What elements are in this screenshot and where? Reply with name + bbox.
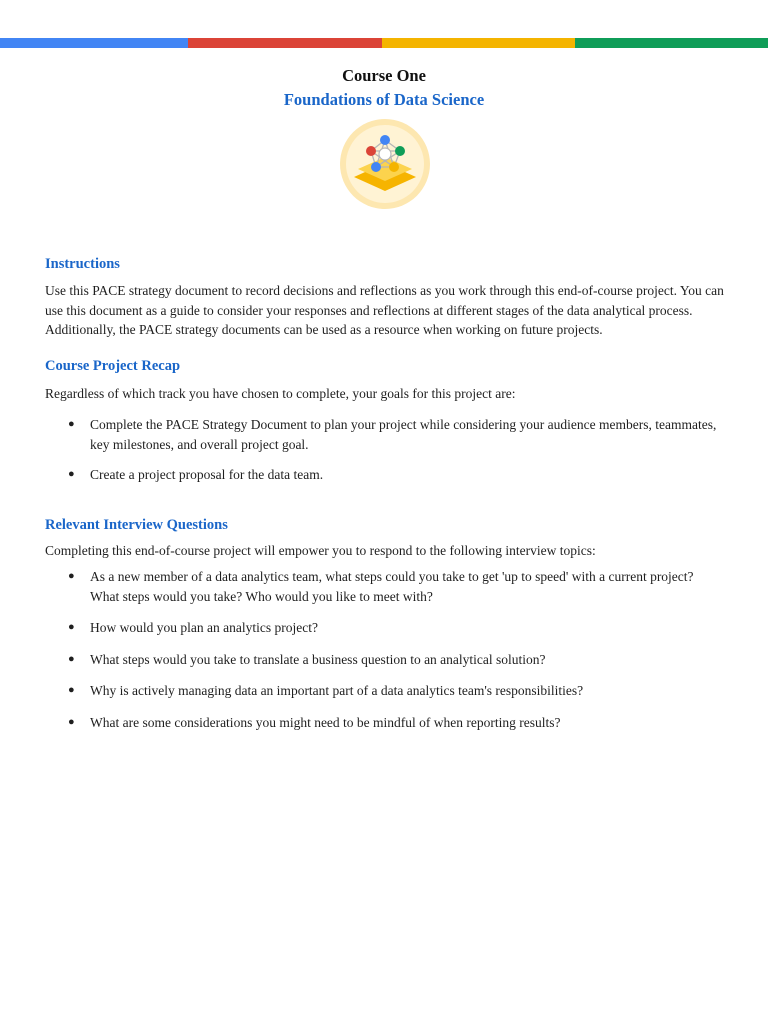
data-network-badge-icon	[340, 119, 430, 209]
list-item	[45, 681, 725, 701]
instructions-body: Use this PACE strategy document to record decisions and reflections as you work through this end-of-course project. You can use this document as a guide to consider your responses and reflections at different stages of the data analytical process. Additionally, the PACE strategy documents can be used as a resource when working on future projects.	[45, 283, 724, 337]
course-title: Course One	[342, 66, 426, 85]
interview-questions-section	[45, 516, 725, 733]
bullet-icon: ●	[68, 652, 75, 665]
color-bar-green	[575, 38, 768, 48]
list-item-text: As a new member of a data analytics team, what steps could you take to get 'up to speed' with a current project? What steps would you take? Who would you like to meet with?	[90, 569, 694, 604]
bullet-icon: ●	[68, 621, 75, 633]
list-item-text: What are some considerations you might need to be mindful of when reporting results?	[90, 714, 561, 730]
color-bar-yellow	[382, 38, 575, 48]
bullet-icon: ●	[68, 715, 75, 728]
bullet-icon: ●	[68, 570, 75, 582]
list-item	[45, 415, 725, 454]
document-body	[45, 255, 725, 732]
list-item	[45, 465, 725, 485]
list-item	[45, 650, 725, 670]
list-item-text: Why is actively managing data an important part of a data analytics team's responsibilities?	[90, 683, 584, 698]
bullet-icon: ●	[68, 468, 75, 480]
interview-question-list	[45, 567, 725, 732]
instructions-section	[45, 255, 725, 340]
color-bar-blue	[0, 38, 188, 48]
bullet-icon: ●	[68, 418, 75, 430]
list-item-text: Complete the PACE Strategy Document to plan your project while considering your audience members, teammates, key milestones, and overall project goal.	[90, 417, 717, 452]
recap-intro: Regardless of which track you have chosen to complete, your goals for this project are:	[45, 385, 516, 401]
list-item-text: How would you plan an analytics project?	[90, 620, 318, 635]
interview-intro: Completing this end-of-course project will empower you to respond to the following interview topics:	[45, 542, 596, 558]
list-item	[45, 567, 725, 606]
bullet-icon: ●	[68, 684, 75, 696]
list-item	[45, 618, 725, 638]
brand-color-bar	[0, 38, 768, 48]
list-item-text: What steps would you take to translate a business question to an analytical solution?	[90, 651, 546, 667]
course-project-recap-section	[45, 357, 725, 485]
course-subtitle: Foundations of Data Science	[283, 90, 485, 109]
list-item	[45, 713, 725, 733]
interview-questions-heading: Relevant Interview Questions	[45, 516, 228, 533]
instructions-heading: Instructions	[45, 256, 120, 272]
color-bar-red	[188, 38, 382, 48]
recap-goal-list	[45, 415, 725, 485]
course-project-recap-heading: Course Project Recap	[45, 357, 181, 374]
list-item-text: Create a project proposal for the data team.	[90, 467, 324, 482]
